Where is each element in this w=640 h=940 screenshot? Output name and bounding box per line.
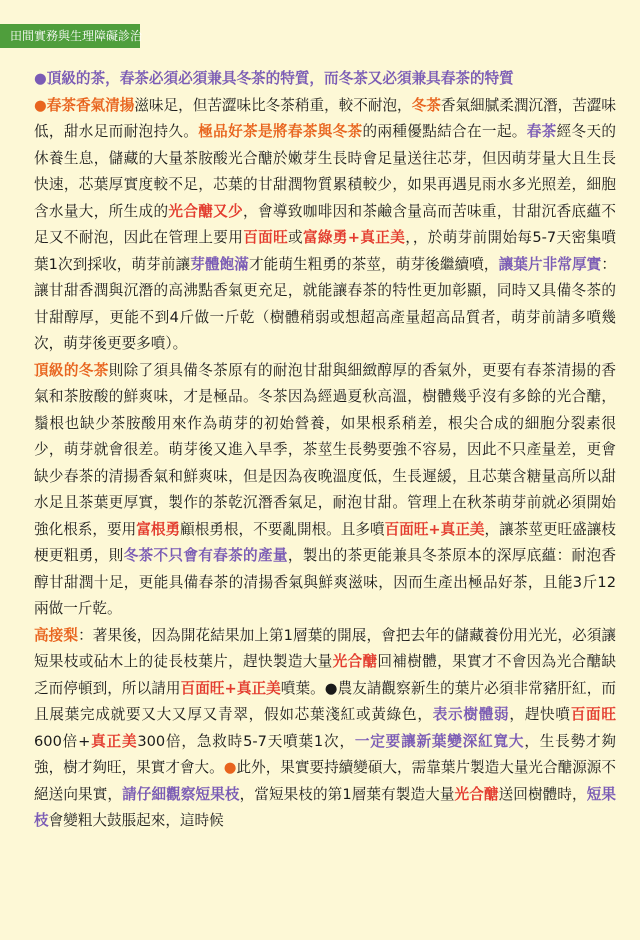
- text-run: 則除了須具備冬茶原有的耐泡甘甜與細緻醇厚的香氣外，更要有春茶清揚的香氣和茶胺酸的鮮爽味，才是極品。冬茶因為經過夏秋高溫，樹體幾乎沒有多餘的光合醣，鬚根也缺少茶胺酸用來作為萌芽的初始營養，如果根系稍差，根尖合成的細胞分裂素很少，萌芽就會很差。萌芽後又進入旱季，茶莖生長勢要強不容易，因此不只產量差，更會缺少春茶的清揚香氣和鮮爽味，但是因為夜晚溫度低，生長遲緩，且芯葉含糖量高所以甜水足且茶葉更厚實，製作的茶乾沉潛香氣足，耐泡甘甜。管理上在秋茶萌芽前就必須開始強化根系，要用: [34, 361, 616, 538]
- highlight: 頂級的冬茶: [34, 361, 109, 379]
- product-name: 百面旺: [570, 706, 616, 723]
- highlight: 芽體飽滿: [190, 255, 249, 273]
- text-run: 會變粗大鼓脹起來，這時候: [48, 812, 224, 829]
- text-run: 經冬天的休養生息，儲藏的大量茶胺酸光合醣於嫩芽生長時會足量送往芯芽，但因萌芽量大且生長快速，芯葉厚實度較不足，芯葉的甘甜潤物質累積較少，如果再遇見雨水多光照差，細胞含水量大，所生成的: [34, 123, 616, 220]
- text-run: 滋味足，但苦澀味比冬茶稍重，較不耐泡，: [134, 96, 412, 114]
- text-run: ，趕快噴: [509, 706, 571, 723]
- text-run: 顧根勇根，不要亂開根。且多噴: [180, 520, 385, 538]
- highlight: 光合醣: [454, 785, 499, 803]
- paragraph-spring-tea: [34, 93, 616, 358]
- text-run: ，，於萌芽前開始每5-7天密集噴葉1次到採收，萌芽前讓: [34, 229, 616, 273]
- highlight: 冬茶: [411, 96, 441, 114]
- highlight: 讓葉片非常厚實: [498, 255, 602, 273]
- product-name: 富綠勇+真正美: [302, 229, 406, 246]
- text-run: ，讓茶莖更旺盛讓枝梗更粗勇，則: [34, 520, 616, 564]
- article-body: [34, 66, 616, 835]
- text-run: 送回樹體時，: [498, 785, 587, 803]
- highlight: 春茶香氣清揚: [46, 96, 135, 114]
- text-run: 才能萌生粗勇的茶莖，萌芽後繼續噴，: [248, 255, 499, 273]
- section-header-title: 田間實務與生理障礙診治: [10, 29, 143, 43]
- text-run: 噴葉。: [280, 679, 325, 697]
- text-run: ，生長勢才夠強，樹才夠旺，果實才會大。: [34, 732, 616, 776]
- product-name: 百面旺+真正美: [384, 520, 485, 538]
- highlight: 請仔細觀察短果枝: [122, 785, 240, 803]
- text-run: ：讓甘甜香潤與沉潛的高沸點香氣更充足，就能讓春茶的特性更加彰顯，同時又具備冬茶的甘甜醇厚，更能不到4斤做一斤乾（樹體稍弱或想超高產量超高品質者，萌芽前請多噴幾次，萌芽後更要多噴）。: [34, 255, 616, 352]
- text-run: 回補樹體，果實才不會因為光合醣缺乏而停頓到，所以請用: [34, 653, 616, 697]
- bullet-icon: ●: [324, 679, 338, 697]
- highlight: 冬茶不只會有春茶的產量: [123, 547, 288, 564]
- section-header: [0, 24, 143, 48]
- bullet-icon: ●: [223, 759, 237, 776]
- highlight: 高接梨: [34, 626, 79, 644]
- bullet-icon: ●: [34, 96, 47, 114]
- highlight: 表示樹體弱: [432, 706, 510, 723]
- product-name: 百面旺: [243, 229, 289, 246]
- highlight: 短果枝: [34, 785, 616, 829]
- highlight: 光合醣又少: [168, 202, 244, 220]
- highlight: 一定要讓新葉變深紅寬大: [354, 732, 525, 750]
- text-run: 農友請觀察新生的葉片必須非常豬肝紅，而且展葉完成就要又大又厚又青翠，假如芯葉淺紅或黃綠色，: [34, 679, 616, 723]
- highlight: 光合醣: [332, 653, 378, 670]
- paragraph-winter-tea: [34, 358, 616, 623]
- text-run: 300倍，急救時5-7天噴葉1次，: [137, 732, 355, 750]
- paragraph-pear: [34, 623, 616, 835]
- text-run: 此外，果實要持續變碩大，需靠葉片製造大量光合醣源源不絕送向果實，: [34, 759, 616, 803]
- text-run: 或: [288, 229, 303, 246]
- text-run: 香氣細膩柔潤沉潛，苦澀味低，甜水足而耐泡持久。: [34, 96, 616, 140]
- product-name: 百面旺+真正美: [180, 679, 281, 697]
- text-run: ，當短果枝的第1層葉有製造大量: [239, 785, 455, 803]
- highlight: 極品好茶是將春茶與冬茶: [198, 123, 363, 140]
- heading-text: 頂級的茶，春茶必須必須兼具冬茶的特質，而冬茶又必須兼具春茶的特質: [46, 70, 514, 87]
- text-run: 600倍+: [34, 732, 91, 750]
- text-run: 的兩種優點結合在一起。: [362, 123, 527, 140]
- product-name: 真正美: [90, 732, 138, 750]
- highlight: 春茶: [526, 123, 557, 140]
- product-name: 富根勇: [136, 520, 181, 538]
- article-heading: [34, 66, 616, 93]
- text-run: ，製出的茶更能兼具冬茶原本的深厚底蘊：耐泡香醇甘甜潤十足，更能具備春茶的清揚香氣與鮮爽滋味，因而生產出極品好茶，且能3斤12兩做一斤乾。: [34, 547, 616, 617]
- text-run: ：著果後，因為開花結果加上第1層葉的開展，會把去年的儲藏養份用光光，必須讓短果枝或砧木上的徒長枝葉片，趕快製造大量: [34, 626, 616, 670]
- text-run: ，會導致咖啡因和茶鹼含量高而苦味重，甘甜沉香底蘊不足又不耐泡，因此在管理上要用: [34, 202, 616, 246]
- heading-bullet: ●: [34, 70, 47, 87]
